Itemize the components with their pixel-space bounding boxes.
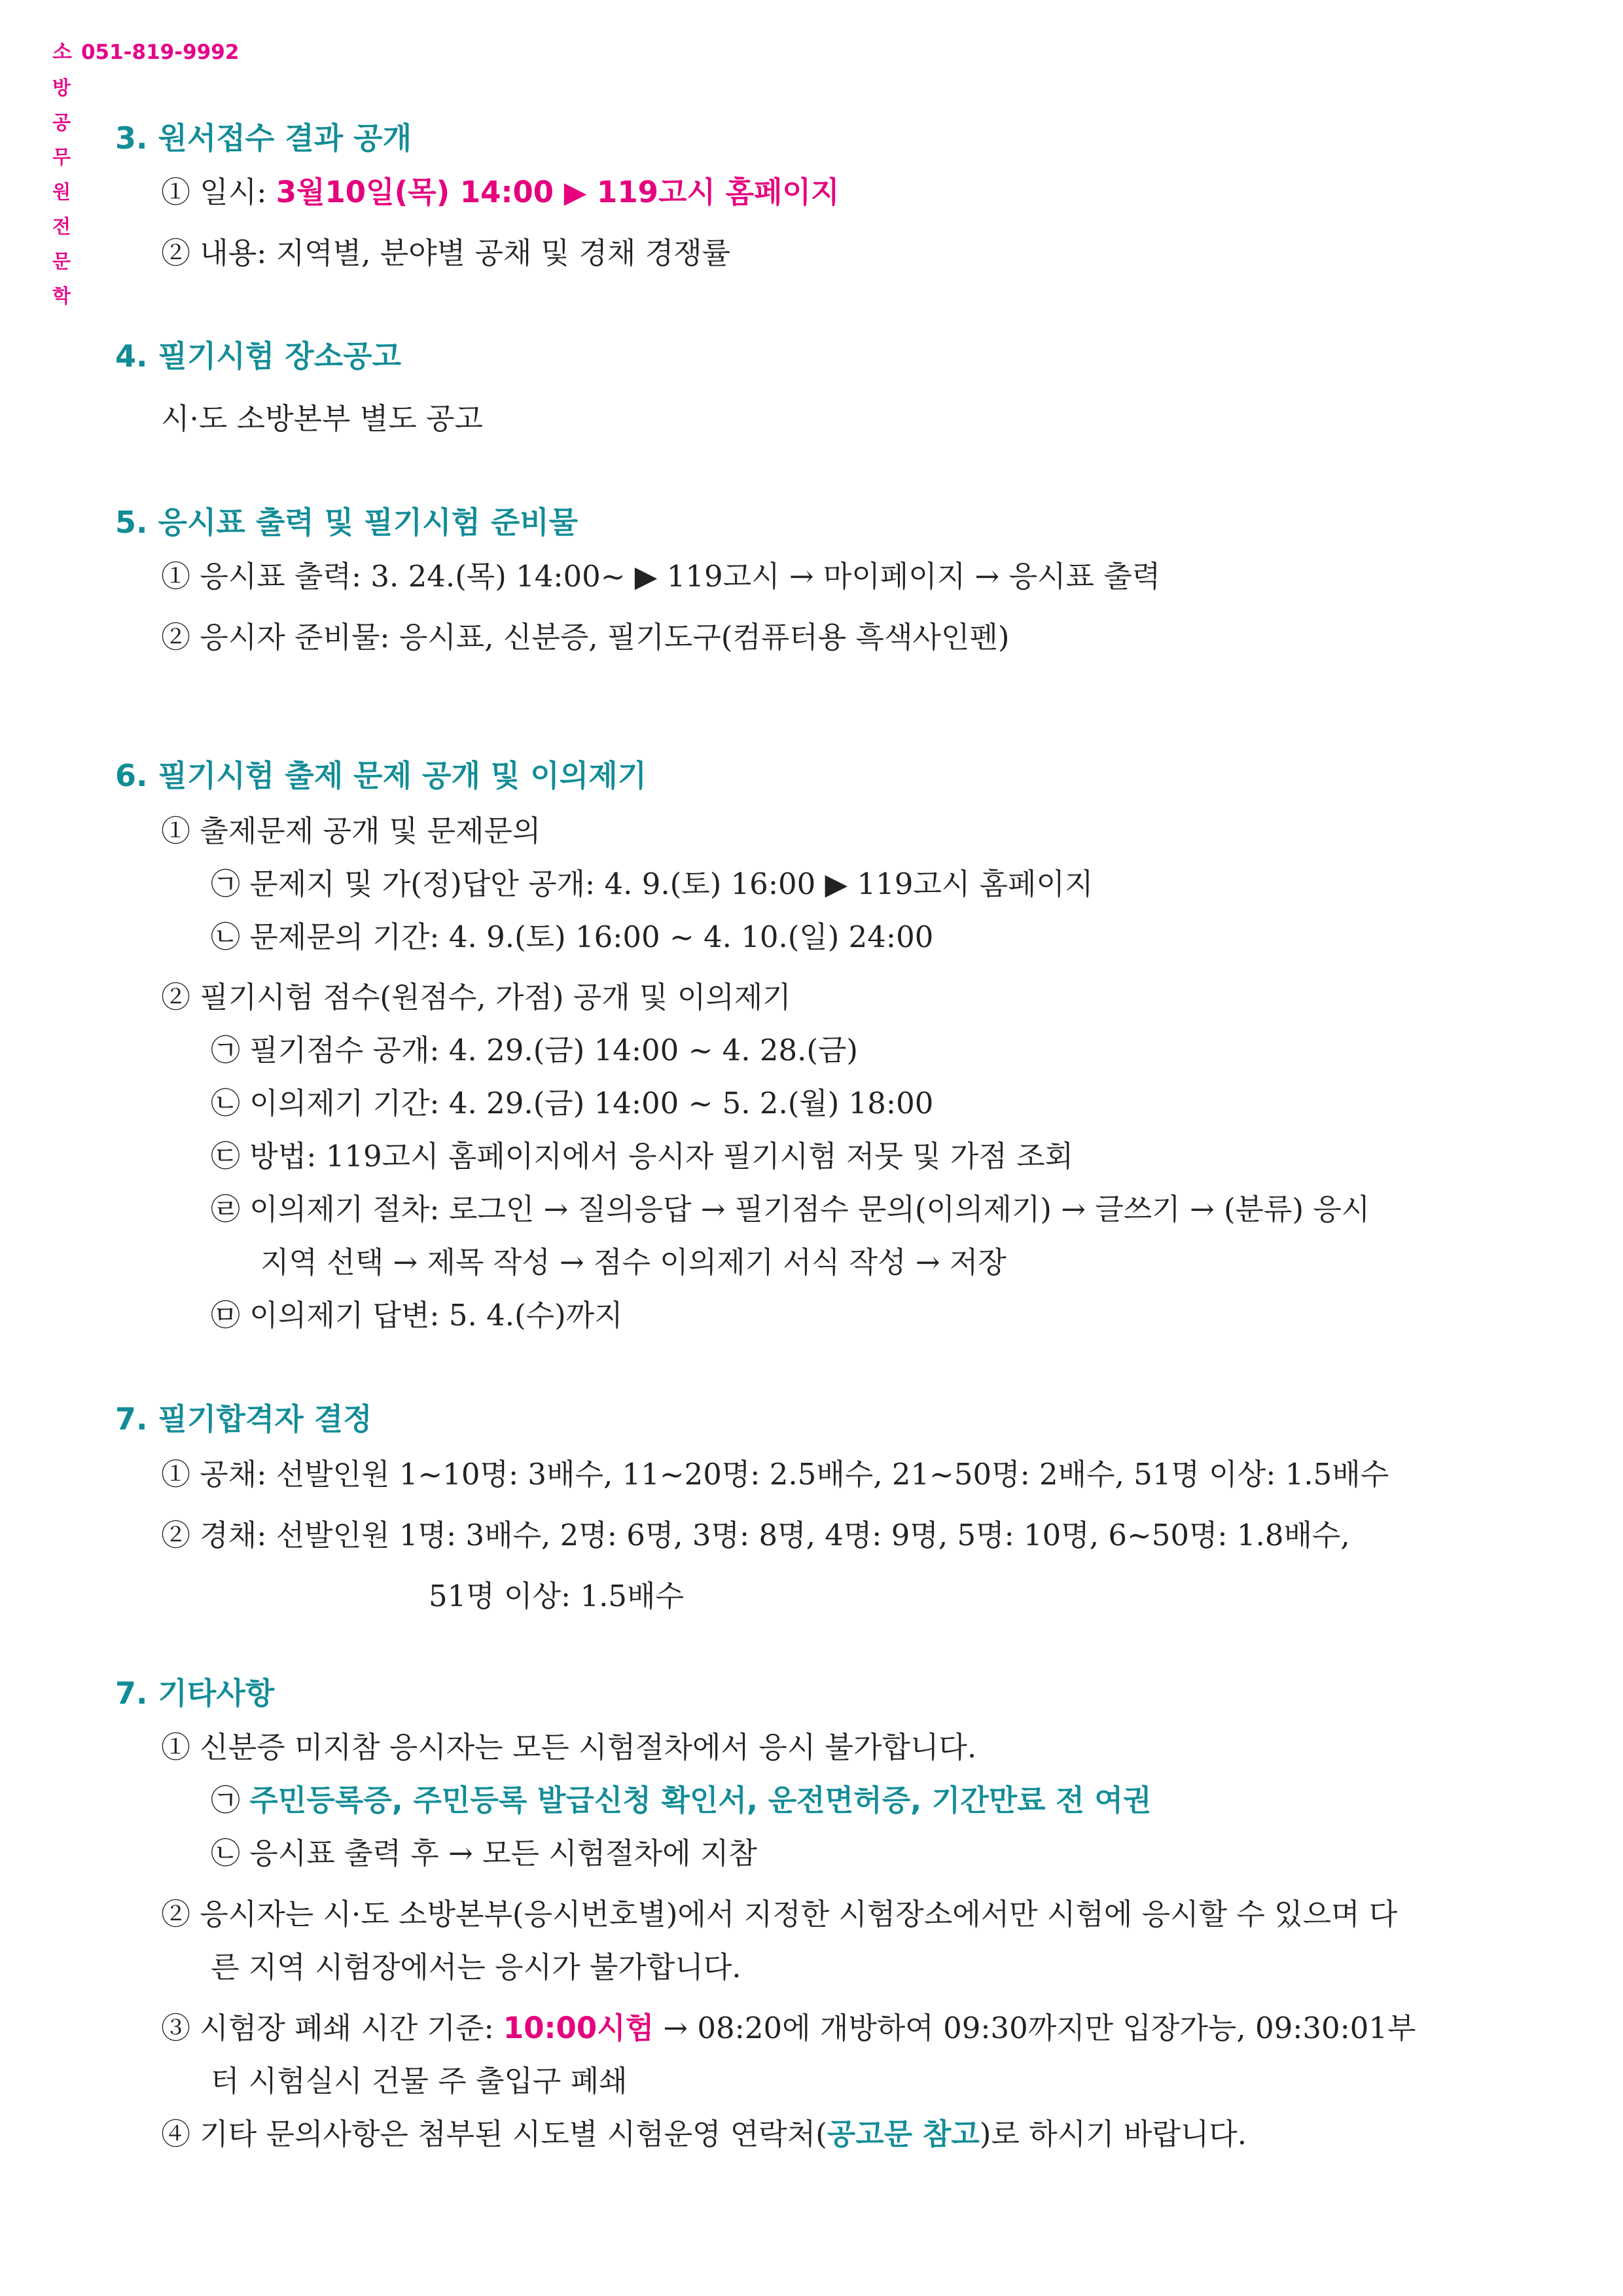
sidebar-char: 문 xyxy=(52,250,71,272)
s6-item-2a: ㉠ 필기점수 공개: 4. 29.(금) 14:00 ~ 4. 28.(금) xyxy=(211,1033,858,1067)
s3-item-2: ② 내용: 지역별, 분야별 공채 및 경채 경쟁률 xyxy=(161,236,731,270)
s7b-item-2-cont: 른 지역 시험장에서는 응시가 불가합니다. xyxy=(211,1950,741,1984)
sidebar-char: 전 xyxy=(52,215,71,238)
s6-item-2c: ㉢ 방법: 119고시 홈페이지에서 응시자 필기시험 저뭇 및 가점 조회 xyxy=(211,1139,1074,1174)
phone-number: 051-819-9992 xyxy=(80,41,240,64)
s7a-item-2-cont: 51명 이상: 1.5배수 xyxy=(429,1579,684,1613)
s7b-item-2: ② 응시자는 시·도 소방본부(응시번호별)에서 지정한 시험장소에서만 시험에 응시할 수 있으며 다 xyxy=(161,1897,1398,1931)
sidebar-header xyxy=(52,35,239,65)
s6-item-1: ① 출제문제 공개 및 문제문의 xyxy=(161,814,541,848)
s5-item-1: ① 응시표 출력: 3. 24.(목) 14:00~ ▶ 119고시 → 마이페이지 → 응시표 출력 xyxy=(161,559,1161,594)
s3-item-1-highlight: 3월10일(목) 14:00 ▶ 119고시 홈페이지 xyxy=(276,175,840,209)
sidebar-vertical-text xyxy=(52,71,79,314)
s6-item-2: ② 필기시험 점수(원점수, 가점) 공개 및 이의제기 xyxy=(161,980,791,1014)
section-3-title: 3. 원서접수 결과 공개 xyxy=(115,120,412,156)
sidebar-char: 학 xyxy=(52,285,71,307)
s6-item-2e: ㉤ 이의제기 답변: 5. 4.(수)까지 xyxy=(211,1298,623,1333)
sidebar-char: 방 xyxy=(52,77,71,99)
s7b-item-4-highlight: 공고문 참고 xyxy=(827,2117,980,2151)
s7b-item-3-suffix: → 08:20에 개방하여 09:30까지만 입장가능, 09:30:01부 xyxy=(654,2011,1416,2045)
sidebar-first-char: 소 xyxy=(52,41,72,64)
s7a-item-2: ② 경채: 선발인원 1명: 3배수, 2명: 6명, 3명: 8명, 4명: 9명, 5명: 10명, 6~50명: 1.8배수, xyxy=(161,1518,1350,1552)
s7b-item-4-suffix: )로 하시기 바랍니다. xyxy=(979,2117,1247,2151)
s7b-item-1a-highlight: 주민등록증, 주민등록 발급신청 확인서, 운전면허증, 기간만료 전 여권 xyxy=(249,1783,1152,1818)
s7b-item-4 xyxy=(161,2110,1247,2153)
section-7b-title: 7. 기타사항 xyxy=(115,1676,275,1711)
s7b-item-1a xyxy=(211,1776,1151,1819)
s7b-item-4-prefix: ④ 기타 문의사항은 첨부된 시도별 시험운영 연락처( xyxy=(161,2117,827,2151)
s3-item-1 xyxy=(161,168,839,211)
s5-item-2: ② 응시자 준비물: 응시표, 신분증, 필기도구(컴퓨터용 흑색사인펜) xyxy=(161,620,1010,655)
sidebar-char: 무 xyxy=(52,146,71,168)
s7b-item-1: ① 신분증 미지참 응시자는 모든 시험절차에서 응시 불가합니다. xyxy=(161,1730,977,1765)
s7b-item-1a-marker: ㉠ xyxy=(211,1783,250,1818)
s6-item-2d: ㉣ 이의제기 절차: 로그인 → 질의응답 → 필기점수 문의(이의제기) → 글쓰기 → (분류) 응시 xyxy=(211,1192,1370,1227)
s6-item-2b: ㉡ 이의제기 기간: 4. 29.(금) 14:00 ~ 5. 2.(월) 18:00 xyxy=(211,1086,934,1121)
s7b-item-3-cont: 터 시험실시 건물 주 출입구 폐쇄 xyxy=(211,2064,628,2098)
section-5-title: 5. 응시표 출력 및 필기시험 준비물 xyxy=(115,505,579,540)
s6-item-2d-cont: 지역 선택 → 제목 작성 → 점수 이의제기 서식 작성 → 저장 xyxy=(260,1245,1007,1280)
s7b-item-3-highlight: 10:00시험 xyxy=(503,2011,654,2045)
s3-item-1-label: ① 일시: xyxy=(161,175,276,209)
section-4-title: 4. 필기시험 장소공고 xyxy=(115,338,401,374)
s7b-item-3-prefix: ③ 시험장 폐쇄 시간 기준: xyxy=(161,2011,503,2045)
s7b-item-1b: ㉡ 응시표 출력 후 → 모든 시험절차에 지참 xyxy=(211,1836,757,1871)
s6-item-1b: ㉡ 문제문의 기간: 4. 9.(토) 16:00 ~ 4. 10.(일) 24:00 xyxy=(211,920,934,954)
s4-text: 시·도 소방본부 별도 공고 xyxy=(161,401,483,436)
sidebar-char: 공 xyxy=(52,111,71,134)
s7a-item-1: ① 공채: 선발인원 1~10명: 3배수, 11~20명: 2.5배수, 21~50명: 2배수, 51명 이상: 1.5배수 xyxy=(161,1457,1389,1492)
s7b-item-3 xyxy=(161,2004,1416,2047)
section-6-title: 6. 필기시험 출제 문제 공개 및 이의제기 xyxy=(115,758,647,793)
section-7-title: 7. 필기합격자 결정 xyxy=(115,1401,372,1437)
s6-item-1a: ㉠ 문제지 및 가(정)답안 공개: 4. 9.(토) 16:00 ▶ 119고시 홈페이지 xyxy=(211,867,1094,901)
sidebar-char: 원 xyxy=(52,181,71,203)
